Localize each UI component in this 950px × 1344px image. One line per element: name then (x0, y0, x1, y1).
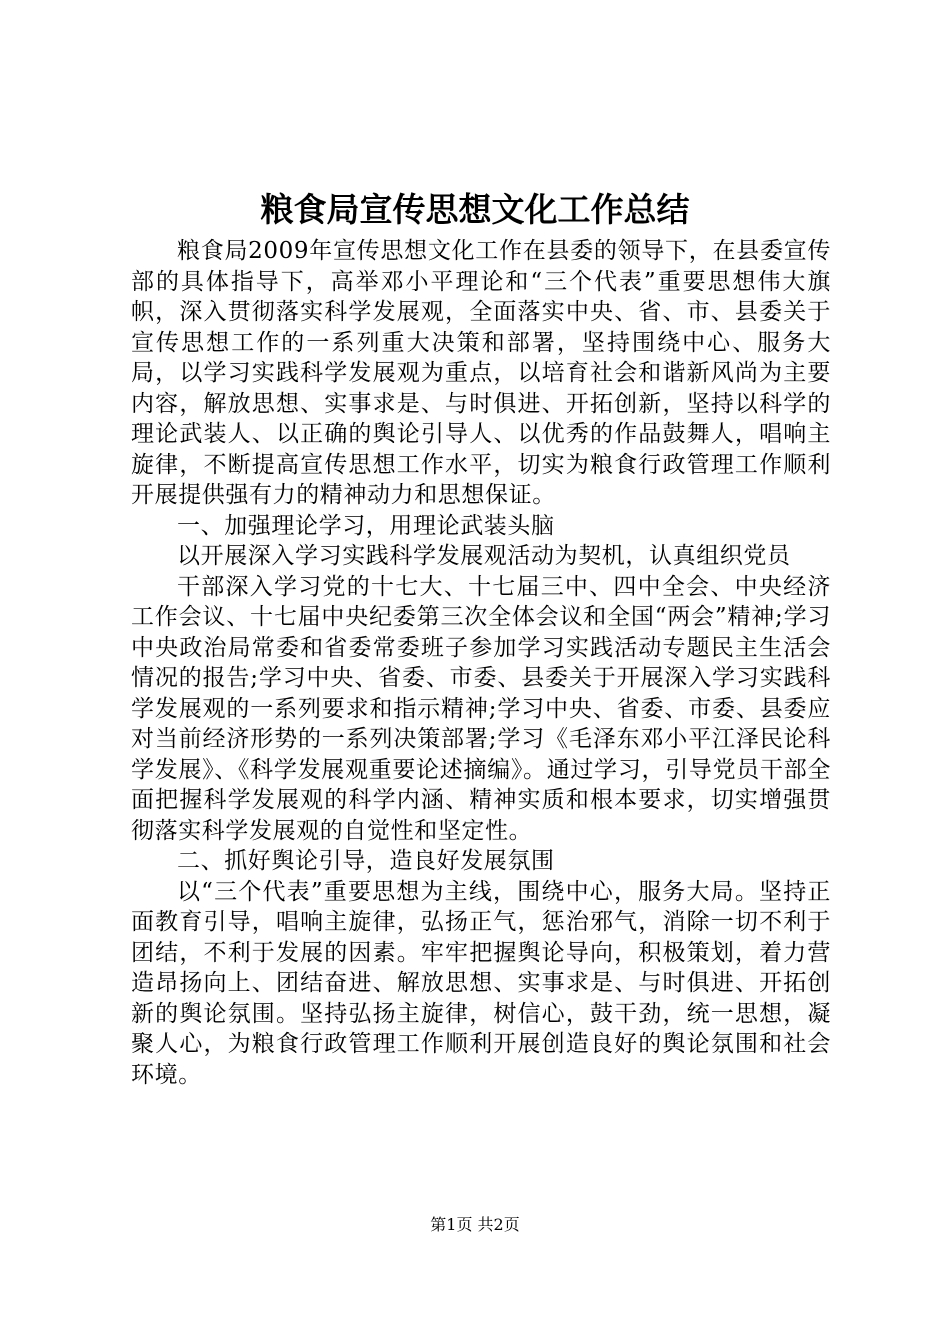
body-paragraph: 以“三个代表”重要思想为主线，围绕中心，服务大局。坚持正面教育引导，唱响主旋律，弘扬正气，惩治邪气，消除一切不利于团结，不利于发展的因素。牢牢把握舆论导向，积极策划，着力营造昂扬向上、团结奋进、解放思想、实事求是、与时俱进、开拓创新的舆论氛围。坚持弘扬主旋律，树信心，鼓干劲，统一思想，凝聚人心，为粮食行政管理工作顺利开展创造良好的舆论氛围和社会环境。 (131, 878, 831, 1088)
body-paragraph: 以开展深入学习实践科学发展观活动为契机，认真组织党员 (177, 543, 791, 569)
body-paragraph: 粮食局2009年宣传思想文化工作在县委的领导下，在县委宣传部的具体指导下，高举邓小平理论和“三个代表”重要思想伟大旗帜，深入贯彻落实科学发展观，全面落实中央、省、市、县委关于宣传思想工作的一系列重大决策和部署，坚持围绕中心、服务大局，以学习实践科学发展观为重点，以培育社会和谐新风尚为主要内容，解放思想、实事求是、与时俱进、开拓创新，坚持以科学的理论武装人、以正确的舆论引导人、以优秀的作品鼓舞人，唱响主旋律，不断提高宣传思想工作水平，切实为粮食行政管理工作顺利开展提供强有力的精神动力和思想保证。 (131, 238, 831, 508)
page-title: 粮食局宣传思想文化工作总结 (260, 190, 690, 229)
page-footer: 第1页 共2页 (430, 1215, 520, 1234)
document-body (131, 236, 831, 1090)
body-paragraph: 干部深入学习党的十七大、十七届三中、四中全会、中央经济工作会议、十七届中央纪委第三次全体会议和全国“两会”精神;学习中央政治局常委和省委常委班子参加学习实践活动专题民主生活会情况的报告;学习中央、省委、市委、县委关于开展深入学习实践科学发展观的一系列要求和指示精神;学习中央、省委、市委、县委应对当前经济形势的一系列决策部署;学习《毛泽东邓小平江泽民论科学发展》、《科学发展观重要论述摘编》。通过学习，引导党员干部全面把握科学发展观的科学内涵、精神实质和根本要求，切实增强贯彻落实科学发展观的自觉性和坚定性。 (131, 573, 831, 844)
section-heading: 二、抓好舆论引导，造良好发展氛围 (177, 848, 555, 874)
section-heading: 一、加强理论学习，用理论武装头脑 (177, 512, 555, 539)
